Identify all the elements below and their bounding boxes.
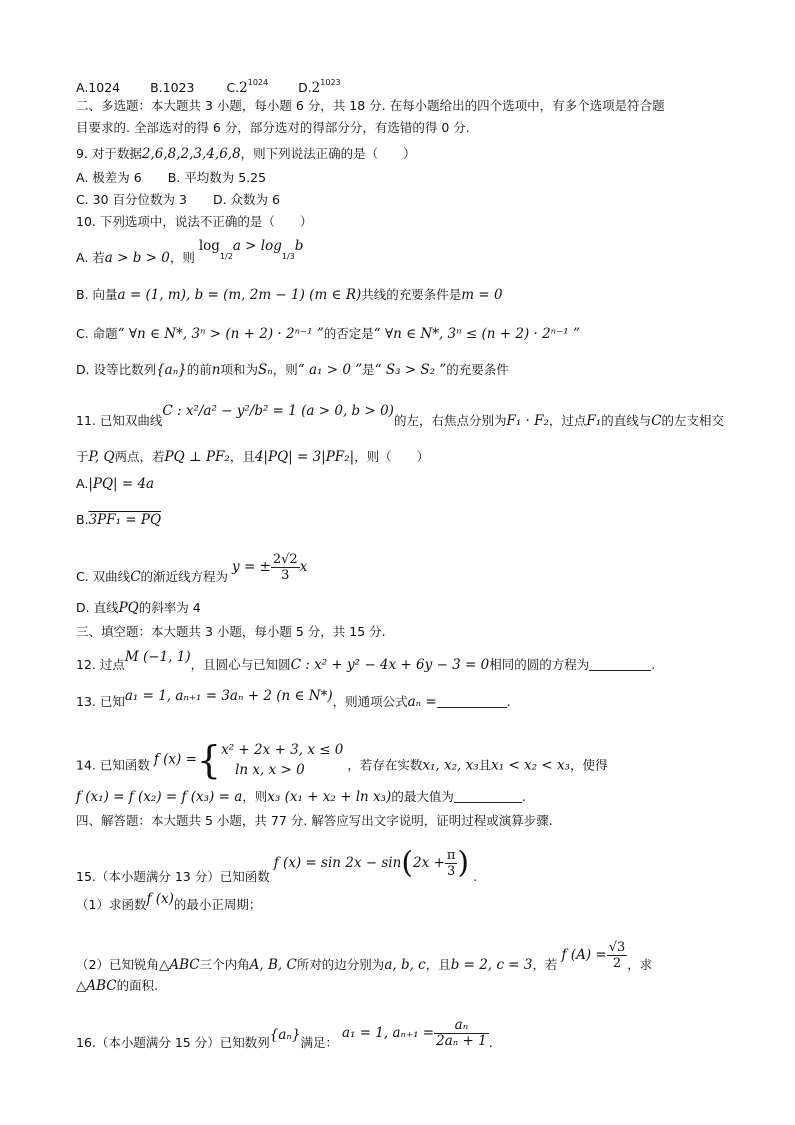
- q15-stem: 15.（本小题满分 13 分）已知函数 f (x) = sin 2x − sin(2x + $\frac{\pi}{3}$ ) .: [76, 845, 478, 884]
- option-d: $D.2^{1023}$: [298, 78, 341, 96]
- q12: 12. 过点M (−1, 1)，且圆心与已知圆C : x² + y² − 4x + 6y − 3 = 0相同的圆的方程为 .: [76, 649, 656, 673]
- q12-answer-blank[interactable]: [589, 658, 651, 671]
- q10-option-d: D. 设等比数列{aₙ}的前n项和为Sₙ，则“ a₁ > 0 ”是“ S₃ > S₂ ”的充要条件: [76, 362, 509, 378]
- q9-options-row1: [76, 170, 266, 186]
- section2-heading-line1: 二、多选题：本大题共 3 小题，每小题 6 分，共 18 分. 在每小题给出的四个选项中，有多个选项是符合题: [76, 98, 665, 113]
- q11-option-c: C. 双曲线C的渐近线方程为 y = ± $\frac{2√2}{3}$ x: [76, 552, 308, 585]
- q13: 13. 已知a₁ = 1, aₙ₊₁ = 3aₙ + 2 (n ∈ N*)，则通项公式aₙ = .: [76, 688, 511, 710]
- section3-heading: 三、填空题：本大题共 3 小题，每小题 5 分，共 15 分.: [76, 624, 386, 639]
- q14-case2: ln x, x > 0: [235, 762, 305, 778]
- q10-option-c: C. 命题“ ∀n ∈ N*, 3ⁿ > (n + 2) · 2ⁿ⁻¹ ”的否定是“ ∀n ∈ N*, 3ⁿ ≤ (n + 2) · 2ⁿ⁻¹ ”: [76, 326, 580, 342]
- section4-heading: 四、解答题：本大题共 5 小题，共 77 分. 解答应写出文字说明，证明过程或演算步骤.: [76, 813, 553, 828]
- q15-pi-fraction: $\frac{\pi}{3}$: [446, 848, 456, 879]
- q9-option-a: A. 极差为 6: [76, 170, 142, 185]
- q14-answer-blank[interactable]: [454, 790, 522, 803]
- option-a: A.1024: [76, 80, 121, 95]
- section2-heading-line2: 目要求的. 全部选对的得 6 分，部分选对的得部分分，有选错的得 0 分.: [76, 120, 470, 135]
- q15-sqrt3-fraction: $\frac{√3}{2}$: [608, 940, 626, 971]
- q9-option-d: D. 众数为 6: [212, 192, 280, 207]
- q15-part2-line1: （2）已知锐角△ABC三个内角A, B, C所对的边分别为a, b, c，且b = 2, c = 3，若 f (A) = $\frac{√3}{2}$ ，求: [76, 940, 653, 973]
- q11-option-d: D. 直线PQ的斜率为 4: [76, 600, 201, 616]
- q16-stem: 16.（本小题满分 15 分）已知数列{aₙ}满足： a₁ = 1, aₙ₊₁ = $\frac{\text{aₙ}}{\text{2aₙ + 1}}$ .: [76, 1017, 493, 1050]
- q10-stem: 10. 下列选项中，说法不正确的是（ ）: [76, 214, 313, 229]
- q15-part2-line2: △ABC的面积.: [76, 978, 159, 994]
- q9-option-c: C. 30 百分位数为 3: [76, 192, 187, 207]
- q15-part1: （1）求函数f (x)的最小正周期；: [76, 891, 262, 912]
- q14-case1: x² + 2x + 3, x ≤ 0: [221, 742, 344, 758]
- q9-options-row2: [76, 192, 280, 208]
- q11-option-b: B.3PF₁ = PQ: [76, 512, 162, 528]
- q9-data: 2,6,8,2,3,4,6,8: [141, 146, 241, 162]
- option-c: $C.2^{1024}$: [226, 78, 269, 96]
- q9-option-b: B. 平均数为 5.25: [167, 170, 267, 185]
- q10-option-a: A. 若a > b > 0，则 $\log_{1/2}a > \log_{1/3}b$: [76, 238, 304, 266]
- q14-line2: f (x₁) = f (x₂) = f (x₃) = a，则x₃ (x₁ + x₂ + ln x₃)的最大值为 .: [76, 789, 526, 805]
- previous-question-options: [76, 75, 341, 96]
- q11-stem-line1: 11. 已知双曲线C : x²/a² − y²/b² = 1 (a > 0, b > 0)的左，右焦点分别为F₁ · F₂，过点F₁的直线与C的左支相交: [76, 403, 725, 429]
- q11-stem-line2: 于P, Q两点，若PQ ⊥ PF₂，且4|PQ| = 3|PF₂|，则（ ）: [76, 449, 430, 465]
- q10-option-b: B. 向量a = (1, m), b = (m, 2m − 1) (m ∈ R)共线的充要条件是m = 0: [76, 287, 503, 303]
- option-b: B.1023: [150, 80, 195, 95]
- q14-line1: 14. 已知函数 f (x) ={ x² + 2x + 3, x ≤ 0 ln x, x > 0 ，若存在实数x₁, x₂, x₃且x₁ < x₂ < x₃，使得: [76, 738, 608, 782]
- q11-asymptote-fraction: $\frac{2√2}{3}$: [272, 552, 298, 583]
- q13-answer-blank[interactable]: [437, 695, 507, 708]
- q11-hyperbola: C : x²/a² − y²/b² = 1 (a > 0, b > 0): [162, 403, 394, 419]
- q11-option-a: A.|PQ| = 4a: [76, 476, 155, 492]
- q9-stem: 9. 对于数据2,6,8,2,3,4,6,8，则下列说法正确的是（ ）: [76, 146, 416, 162]
- q16-recurrence-fraction: $\frac{\text{aₙ}}{\text{2aₙ + 1}}$: [436, 1017, 487, 1049]
